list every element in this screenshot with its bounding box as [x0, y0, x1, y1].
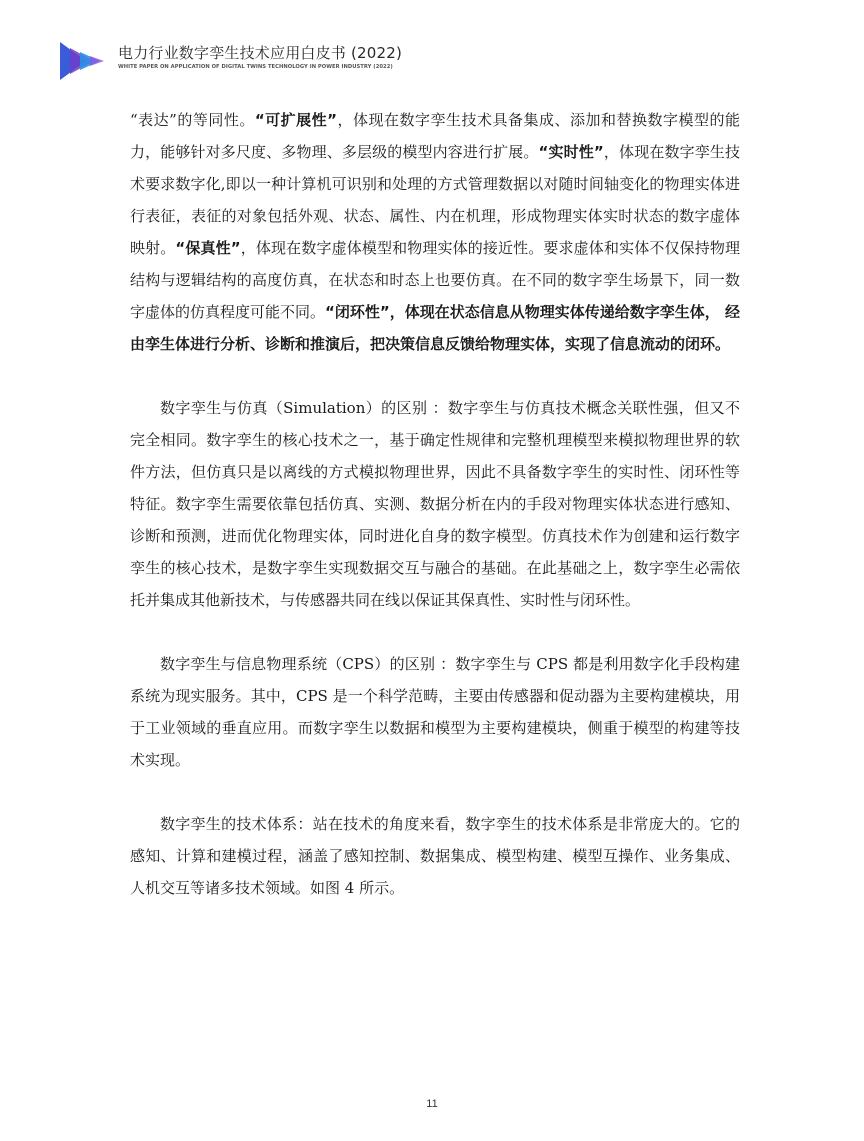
play-triangle-logo-icon [56, 40, 112, 82]
text-span: ，体现在数字孪生技术具备集成、添加和替换数字模型的能力，能够针对多尺度、多物理、多层级的模型内容进行扩展。 [130, 111, 740, 161]
document-title: 电力行业数字孪生技术应用白皮书 (2022) [118, 44, 403, 62]
document-subtitle: WHITE PAPER ON APPLICATION OF DIGITAL TWINS TECHNOLOGY IN POWER INDUSTRY (2022) [118, 64, 393, 70]
text-span: ，体现在数字孪生技术要求数字化,即以一种计算机可识别和处理的方式管理数据以对随时间轴变化的物理实体进行表征，表征的对象包括外观、状态、属性、内在机理，形成物理实体实时状态的数字虚体映射。 [130, 143, 740, 257]
paragraph-simulation: 数字孪生与仿真（Simulation）的区别 ：数字孪生与仿真技术概念关联性强，但又不完全相同。数字孪生的核心技术之一，基于确定性规律和完整机理模型来模拟物理世界的软件方法，但仿真只是以离线的方式模拟物理世界，因此不具备数字孪生的实时性、闭环性等特征。数字孪生需要依靠包括仿真、实测、数据分析在内的手段对物理实体状态进行感知、诊断和预测，进而优化物理实体，同时进化自身的数字模型。仿真技术作为创建和运行数字孪生的核心技术，是数字孪生实现数据交互与融合的基础。在此基础之上，数字孪生必需依托并集成其他新技术，与传感器共同在线以保证其保真性、实时性与闭环性。 [130, 399, 740, 609]
term-fidelity: “保真性” [175, 239, 241, 257]
page-header [56, 36, 816, 86]
term-extensibility: “可扩展性” [254, 111, 338, 129]
text-span: “表达”的等同性。 [130, 111, 255, 129]
term-realtime: “实时性” [538, 143, 604, 161]
paragraph-tech-system: 数字孪生的技术体系：站在技术的角度来看，数字孪生的技术体系是非常庞大的。它的感知、计算和建模过程，涵盖了感知控制、数据集成、模型构建、模型互操作、业务集成、人机交互等诸多技术领域。如图 4 所示。 [130, 815, 740, 897]
text-span: ，体现在数字虚体模型和物理实体的接近性。要求虚体和实体不仅保持物理结构与逻辑结构的高度仿真，在状态和时态上也要仿真。在不同的数字孪生场景下，同一数字虚体的仿真程度可能不同。 [130, 239, 740, 321]
term-closed-loop: “闭环性”，体现在状态信息从物理实体传递给数字孪生体， 经由孪生体进行分析、诊断和推演后，把决策信息反馈给物理实体，实现了信息流动的闭环。 [130, 303, 740, 353]
paragraph-cps: 数字孪生与信息物理系统（CPS）的区别 ：数字孪生与 CPS 都是利用数字化手段构建系统为现实服务。其中，CPS 是一个科学范畴，主要由传感器和促动器为主要构建模块，用于工业领域的垂直应用。而数字孪生以数据和模型为主要构建模块，侧重于模型的构建等技术实现。 [130, 655, 740, 769]
paragraph-properties [130, 104, 740, 360]
page-body [130, 104, 740, 936]
page-number: 11 [426, 1098, 438, 1110]
